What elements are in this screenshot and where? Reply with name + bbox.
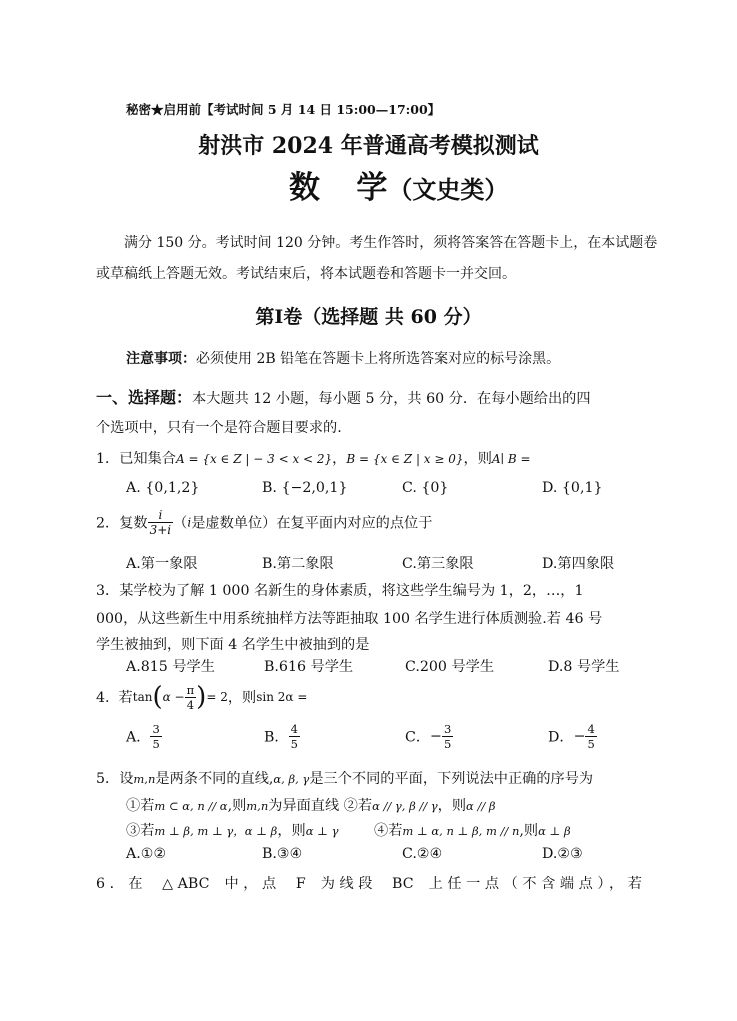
q5-s1m: m ⊂ α, n // α	[154, 799, 228, 813]
intro-line-1: 满分 150 分。考试时间 120 分钟。考生作答时，须将答案答在答题卡上，在本试题卷	[124, 235, 658, 251]
q3-line-1: 3．某学校为了解 1 000 名新生的身体素质，将这些学生编号为 1，2，…，1	[96, 583, 584, 599]
q2-option-b: B.第二象限	[262, 556, 334, 572]
q5-s2m2: α // β	[466, 799, 496, 813]
q1-number: 1．	[96, 451, 120, 467]
q5-s3b: ，则	[277, 823, 306, 839]
question-6-stem: 6．在 △ABC 中，点 F 为线段 BC 上任一点（不含端点），若	[96, 876, 642, 892]
q5-s3a: ③若	[126, 823, 155, 839]
q4-option-c	[405, 722, 453, 751]
q4-opt-c-num: 3	[443, 722, 452, 736]
q4-option-b	[264, 722, 300, 751]
notice	[126, 348, 560, 368]
q5-stem-b: 是三个不同的平面，下列说法中正确的序号为	[309, 771, 594, 787]
part-heading-line-1	[96, 385, 591, 408]
q1-option-d: D. {0,1}	[542, 480, 603, 496]
q4-opt-d-label: D．	[548, 729, 574, 746]
part-label: 一、选择题：	[96, 388, 193, 407]
q4-opt-c-label: C．	[405, 729, 431, 746]
q4-number: 4. 若	[96, 690, 133, 706]
q5-s1m2: m,n	[246, 799, 269, 813]
section-title: 第Ⅰ卷（选择题 共 60 分）	[255, 306, 482, 328]
q5-s1b: ,则	[227, 798, 247, 814]
q4-opt-d-frac	[585, 722, 596, 751]
q5-s4m: m ⊥ α, n ⊥ β, m // n	[402, 824, 520, 838]
q5-s4m2: α ⊥ β	[538, 824, 571, 838]
q5-s3m2: α ⊥ γ	[305, 824, 339, 838]
q5-s2b: ，则	[437, 798, 467, 814]
q2-option-c: C.第三象限	[402, 556, 474, 572]
q5-statement-3	[126, 820, 338, 840]
q2-option-a: A.第一象限	[126, 556, 198, 572]
subject-type: （文史类）	[388, 175, 509, 204]
q5-statement-1-2	[126, 795, 496, 815]
question-4-stem	[96, 682, 307, 712]
q5-option-b: B.③④	[262, 846, 303, 862]
q5-s2m: α // γ, β // γ	[372, 799, 438, 813]
q1-set-a: A = {x ∈ Z | − 3 < x < 2}	[175, 452, 333, 466]
q2-number: 2．	[96, 515, 120, 532]
question-1-stem	[96, 448, 531, 468]
q4-paren-right: )	[196, 682, 207, 712]
q5-s4a: ④若	[374, 823, 403, 839]
q4-opt-a-num: 3	[152, 722, 160, 736]
q4-opt-b-label: B．	[264, 729, 289, 746]
q5-s4b: ,则	[519, 823, 539, 839]
q4-alpha: α −	[162, 690, 185, 704]
q5-option-c: C.②④	[402, 846, 443, 862]
q4-pi-fraction	[185, 683, 197, 712]
q2-stem-c: 是虚数单位）在复平面内对应的点位于	[191, 515, 433, 532]
q3-option-a: A.815 号学生	[126, 659, 215, 675]
q4-opt-b-frac	[289, 722, 300, 751]
q3-option-b: B.616 号学生	[264, 659, 354, 675]
q3-option-d: D.8 号学生	[548, 659, 620, 675]
q4-pi-den: 4	[186, 697, 195, 712]
intro-line-2: 或草稿纸上答题无效。考试结束后，将本试题卷和答题卡一并交回。	[96, 266, 516, 282]
q1-sep: ，	[332, 451, 347, 467]
q5-abg: α, β, γ	[273, 772, 310, 786]
q4-opt-d-sign: −	[573, 728, 586, 745]
q4-opt-a-den: 5	[152, 737, 160, 751]
question-2-stem	[96, 508, 432, 537]
q2-frac-num: i	[148, 508, 174, 523]
notice-label: 注意事项：	[126, 351, 196, 367]
q1-option-a: A. {0,1,2}	[126, 480, 200, 496]
q3-line-2: 000，从这些新生中用系统抽样方法等距抽取 100 名学生进行体质测验.若 46 号	[96, 611, 603, 627]
q2-i-var: i	[187, 515, 192, 530]
q2-stem-b: （	[173, 515, 188, 532]
q2-option-d: D.第四象限	[542, 556, 615, 572]
q4-opt-d-num: 4	[587, 722, 595, 736]
q4-opt-a-frac	[150, 722, 161, 751]
q4-option-d	[548, 722, 597, 751]
q5-mn: m,n	[133, 772, 156, 786]
q4-opt-c-sign: −	[430, 728, 442, 745]
q4-eq: = 2	[206, 690, 228, 704]
notice-text: 必须使用 2B 铅笔在答题卡上将所选答案对应的标号涂黑。	[196, 351, 561, 367]
q4-paren-left: (	[152, 682, 163, 712]
q5-s1c: 为异面直线 ②若	[268, 798, 373, 814]
subject-name: 数 学	[289, 170, 389, 206]
q1-set-b: B = {x ∈ Z | x ≥ 0}	[346, 452, 464, 466]
q1-stem-b: ，则	[463, 451, 492, 467]
subject-title	[289, 162, 508, 207]
q5-option-a: A.①②	[126, 846, 167, 862]
q1-option-c: C. {0}	[402, 480, 449, 496]
q1-option-b: B. {−2,0,1}	[262, 480, 348, 496]
q5-number: 5．设	[96, 771, 134, 787]
q4-opt-c-frac	[442, 722, 453, 751]
q1-expr: A∣ B =	[491, 452, 531, 466]
q5-s3m: m ⊥ β, m ⊥ γ，α ⊥ β	[154, 824, 278, 838]
q5-stem-a: 是两条不同的直线,	[155, 771, 274, 787]
q5-option-d: D.②③	[542, 846, 583, 862]
q4-opt-d-den: 5	[587, 737, 595, 751]
q4-opt-b-num: 4	[290, 722, 298, 736]
q4-stem-b: ，则	[227, 690, 257, 706]
q2-fraction	[148, 508, 174, 537]
q3-option-c: C.200 号学生	[405, 659, 495, 675]
question-5-stem	[96, 768, 593, 788]
secret-header: 秘密★启用前【考试时间 5 月 14 日 15:00—17:00】	[126, 102, 441, 117]
q2-frac-den: 3+i	[149, 523, 172, 537]
part-text-1: 本大题共 12 小题，每小题 5 分，共 60 分．在每小题给出的四	[192, 391, 591, 407]
q4-sin: sin 2α =	[256, 690, 308, 704]
q4-pi-num: π	[186, 682, 195, 697]
q4-option-a	[126, 722, 162, 751]
q5-s1a: ①若	[126, 798, 155, 814]
q3-line-3: 学生被抽到，则下面 4 名学生中被抽到的是	[96, 637, 370, 653]
q4-tan: tan	[132, 690, 153, 704]
part-heading-line-2: 个选项中，只有一个是符合题目要求的.	[96, 420, 342, 436]
exam-title: 射洪市 2024 年普通高考模拟测试	[198, 133, 539, 159]
q4-opt-c-den: 5	[443, 737, 452, 751]
q2-stem-a: 复数	[119, 515, 148, 532]
q4-opt-a-label: A．	[126, 729, 151, 746]
q1-stem-a: 已知集合	[119, 451, 176, 467]
q5-statement-4	[374, 820, 571, 840]
q4-opt-b-den: 5	[290, 737, 298, 751]
